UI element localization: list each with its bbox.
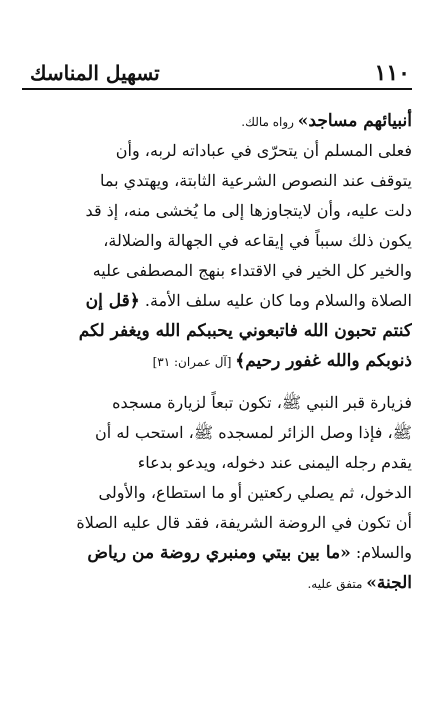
text-line [20,256,412,286]
body-text: والخير كل الخير في الاقتداء بنهج المصطفى عليه [92,261,412,280]
text-line [20,388,412,418]
body-text: فزيارة قبر النبي ﷺ، تكون تبعاً لزيارة مسجده [112,393,412,412]
text-line [20,166,412,196]
body-text: يتوقف عند النصوص الشرعية الثابتة، ويهتدي بما [100,171,412,190]
citation-text: رواه مالك. [241,115,298,129]
body-text: يقدم رجله اليمنى عند دخوله، ويدعو بدعاء [137,453,412,472]
citation-text: [آل عمران: ٣١] [152,355,236,369]
text-line [20,538,412,568]
text-line [20,226,412,256]
text-line [20,478,412,508]
emphasized-text: ذنوبكم والله غفور رحيم﴾ [235,351,412,371]
text-line [20,316,412,346]
emphasized-text: ﴿قل إن [85,291,140,311]
text-line [20,136,412,166]
emphasized-text: «ما بين بيتي ومنبري روضة من رياض [87,543,351,563]
header-rule [22,88,412,90]
body-text: ﷺ، فإذا وصل الزائر لمسجده ﷺ، استحب له أن [95,423,412,442]
text-line [20,106,412,136]
text-line [20,346,412,376]
text-line [20,418,412,448]
body-text: أن تكون في الروضة الشريفة، فقد قال عليه الصلاة [76,513,412,532]
running-title: تسهيل المناسك [30,61,160,85]
page-number: ١١٠ [374,60,410,86]
page-header [22,52,412,88]
page-body [20,106,412,598]
body-text: فعلى المسلم أن يتحرّى في عباداته لربه، وأن [115,141,412,160]
body-text: والسلام: [350,543,412,562]
body-text: الدخول، ثم يصلي ركعتين أو ما استطاع، والأولى [98,483,412,502]
text-line [20,568,412,598]
text-line [20,286,412,316]
emphasized-text: كنتم تحبون الله فاتبعوني يحببكم الله ويغفر لكم [78,321,412,341]
citation-text: متفق عليه. [307,577,367,591]
text-line [20,448,412,478]
text-line [20,508,412,538]
emphasized-text: أنبيائهم مساجد» [297,111,412,131]
body-text: دلت عليه، وأن لايتجاوزها إلى ما يُخشى منه، إذ قد [85,201,412,220]
emphasized-text: الجنة» [366,573,412,593]
body-text: يكون ذلك سبباً في إيقاعه في الجهالة والضلالة، [103,231,412,250]
body-text: الصلاة والسلام وما كان عليه سلف الأمة. [139,291,412,310]
text-line [20,196,412,226]
